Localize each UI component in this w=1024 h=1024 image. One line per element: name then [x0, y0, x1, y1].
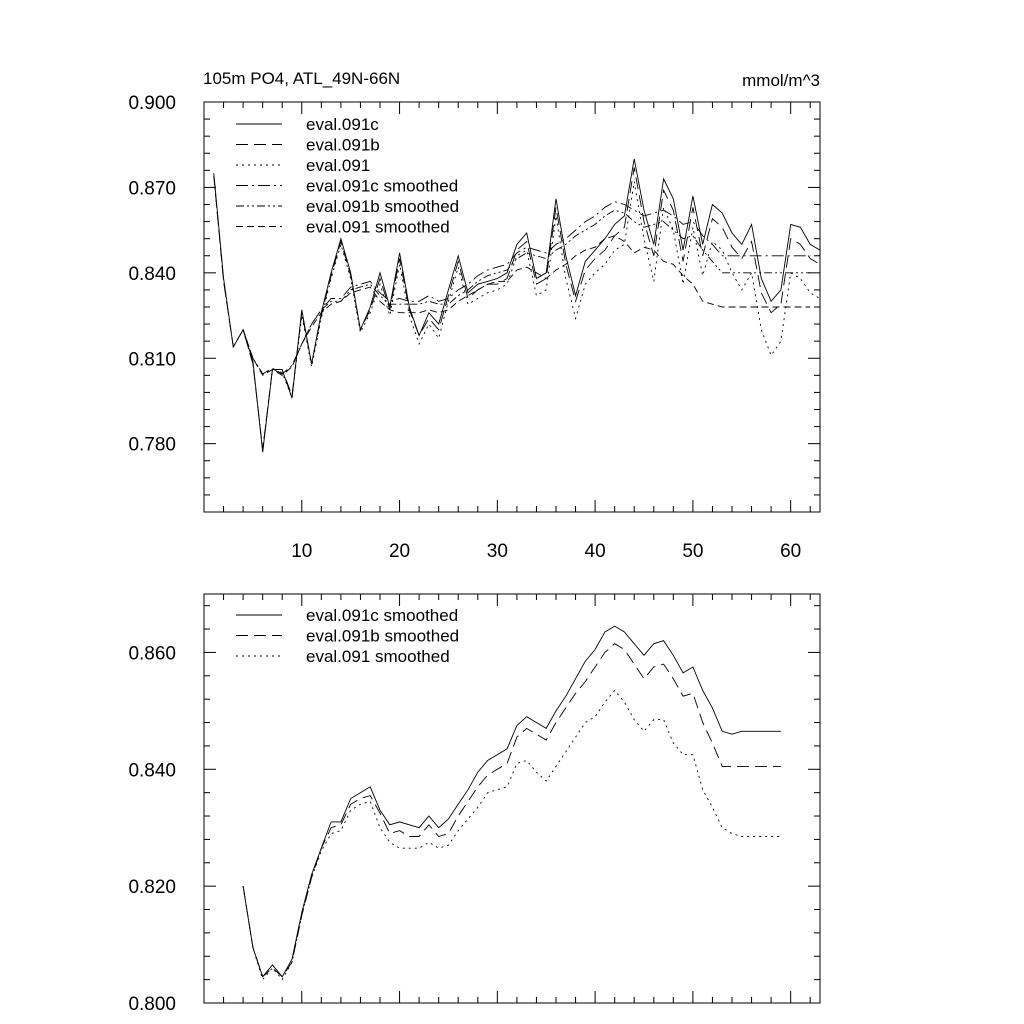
legend-label: eval.091b smoothed [306, 197, 460, 216]
legend-label: eval.091b smoothed [306, 626, 460, 646]
y-tick-label: 0.870 [128, 178, 176, 200]
legend-label: eval.091c [306, 115, 379, 134]
x-tick-label: 30 [486, 541, 508, 562]
plot-frame [204, 594, 820, 1003]
units-label: mmol/m^3 [742, 71, 820, 90]
series-line-eval-091 [214, 176, 820, 449]
series-line-eval-091-smoothed [243, 690, 781, 979]
legend-label: eval.091 [306, 156, 371, 175]
y-tick-label: 0.820 [128, 877, 176, 899]
plot-frame [204, 102, 820, 512]
y-tick-label: 0.810 [128, 349, 176, 371]
legend-label: eval.091c smoothed [306, 606, 459, 625]
legend-label: eval.091c smoothed [306, 176, 459, 196]
x-tick-label: 10 [291, 541, 313, 562]
top-panel [128, 69, 820, 562]
x-tick-label: 40 [584, 541, 606, 562]
chart-title: 105m PO4, ATL_49N-66N [203, 69, 401, 88]
y-tick-label: 0.780 [128, 434, 176, 456]
series-line-eval-091b-smoothed [243, 644, 781, 977]
x-tick-label: 20 [388, 541, 411, 562]
series-line-eval-091b [214, 168, 820, 450]
y-tick-label: 0.840 [128, 263, 176, 285]
y-tick-label: 0.800 [128, 994, 176, 1015]
x-tick-label: 50 [682, 541, 704, 562]
y-tick-label: 0.900 [128, 93, 176, 114]
legend-label: eval.091 smoothed [306, 217, 450, 237]
bottom-plot-area [128, 594, 820, 1015]
legend-label: eval.091b [306, 135, 380, 155]
top-plot-area [128, 93, 820, 562]
series-line-eval-091c-smoothed [243, 626, 781, 977]
y-tick-label: 0.860 [128, 643, 176, 665]
x-tick-label: 60 [780, 541, 802, 562]
series-line-eval-091c [214, 159, 820, 452]
y-tick-label: 0.840 [128, 760, 176, 782]
legend-label: eval.091 smoothed [306, 647, 450, 666]
bottom-panel [128, 594, 820, 1015]
series-line-eval-091-smoothed [243, 236, 810, 375]
